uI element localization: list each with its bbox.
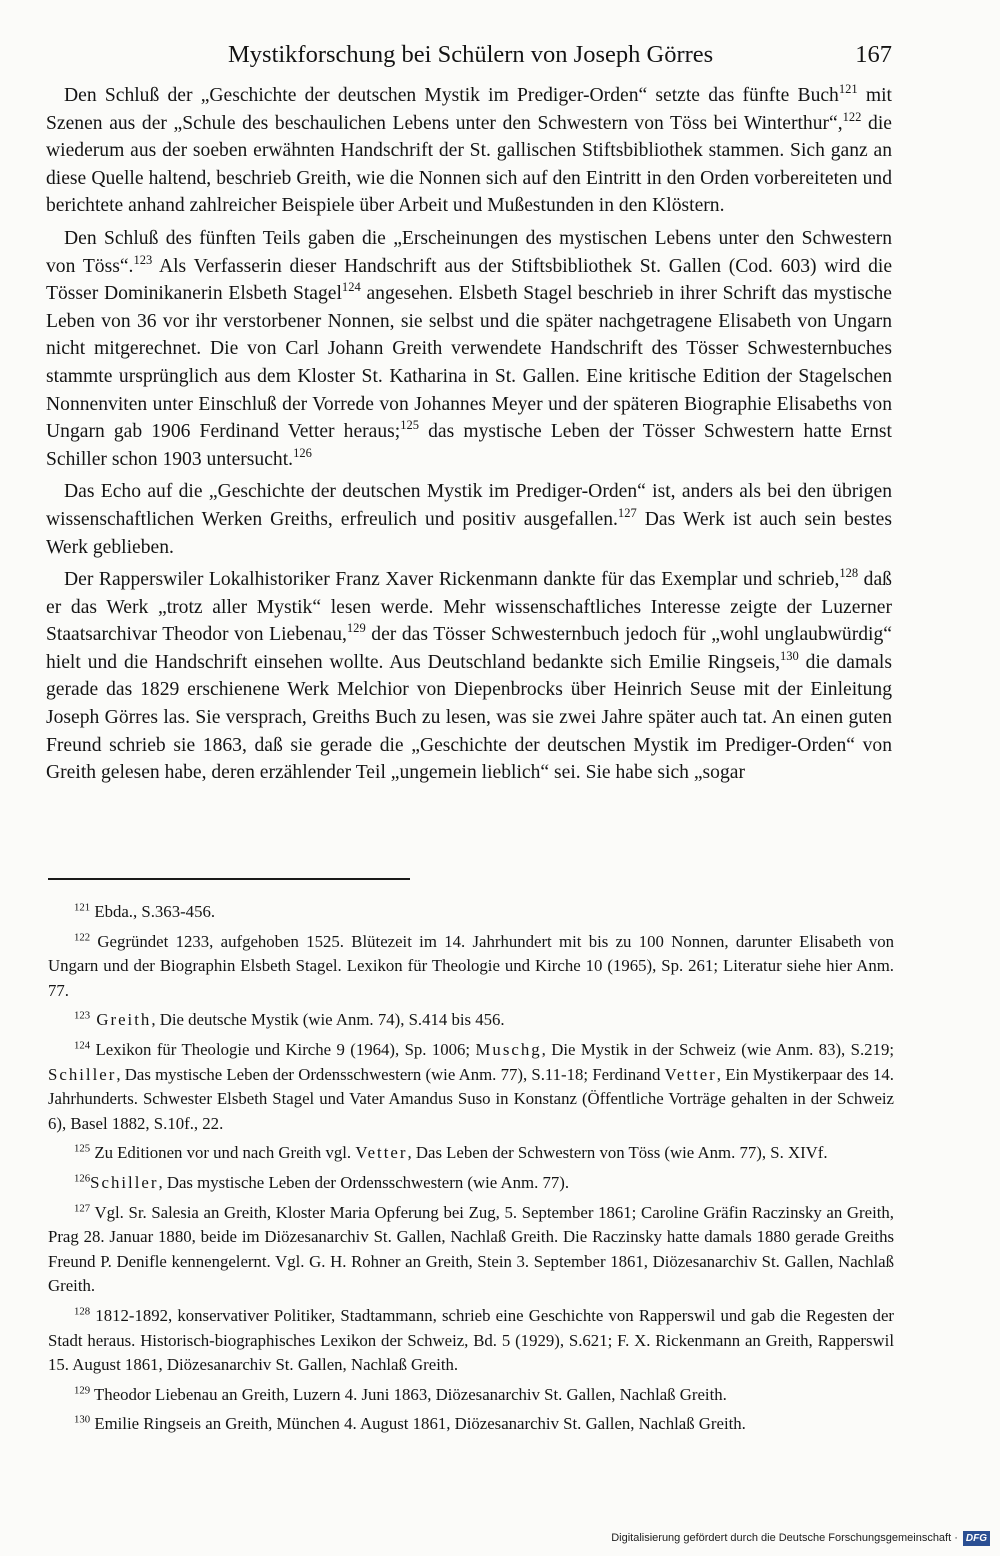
footnote-125: $^{125}$ Zu Editionen vor und nach Greith vgl. Vetter, Das Leben der Schwestern von Töss (wie Anm. 77), S. XIVf.: [74, 1142, 828, 1163]
digitization-credit: [611, 1528, 990, 1548]
footnote-number: 126: [74, 1172, 91, 1185]
footnote-number: 121: [74, 901, 91, 914]
footnote-number: 122: [74, 930, 91, 943]
footnote-123: $^{123}$ Greith, Die deutsche Mystik (wie Anm. 74), S.414 bis 456.: [74, 1009, 505, 1030]
footnote-ref[interactable]: 129: [346, 621, 366, 636]
footnote-122: $^{122}$ Gegründet 1233, aufgehoben 1525. Blütezeit im 14. Jahrhundert mit bis zu 100 Nonnen, darunter Elisabeth von Ungarn und der Biographin Elsbeth Stagel. Lexikon für Theologie und Kirche 10 (1965), Sp. 261; Literatur siehe hier Anm. 77.: [48, 930, 894, 1000]
footnote-number: 127: [74, 1201, 91, 1214]
paragraph-3: Das Echo auf die „Geschichte der deutschen Mystik im Prediger-Orden“ ist, anders als bei den übrigen wissenschaftlichen Werken Greiths, erfreulich und positiv ausgefallen.$^{127}$ Das Werk ist auch sein bestes Werk geblieben.: [46, 481, 892, 558]
author-name: Schiller: [90, 1172, 159, 1192]
author-name: Vetter: [664, 1064, 717, 1084]
footnote-ref[interactable]: 126: [293, 445, 312, 460]
footnote-number: 125: [74, 1142, 91, 1155]
footnote-number: 128: [74, 1305, 91, 1318]
footnote-number: 129: [74, 1384, 91, 1397]
author-name: Vetter: [355, 1143, 408, 1163]
author-name: Muschg: [475, 1039, 542, 1059]
footnote-number: 124: [74, 1039, 91, 1052]
footnotes: [48, 900, 894, 1442]
footnote-ref[interactable]: 125: [400, 418, 420, 433]
footnote-124: $^{124}$ Lexikon für Theologie und Kirche 9 (1964), Sp. 1006; Muschg, Die Mystik in der Schweiz (wie Anm. 83), S.219; Schiller, Das mystische Leben der Ordensschwestern (wie Anm. 77), S.11-18; Ferdinand Vetter, Ein Mystikerpaar des 14. Jahrhunderts. Schwester Elsbeth Stagel und Vater Amandus Suso in Konstanz (Öffentliche Vorträge gehalten in der Schweiz 6), Basel 1882, S.10f., 22.: [48, 1039, 894, 1133]
author-name: Greith: [90, 1010, 152, 1030]
main-text: [46, 82, 892, 792]
paragraph-1: Den Schluß der „Geschichte der deutschen Mystik im Prediger-Orden“ setzte das fünfte Buch$^{121}$ mit Szenen aus der „Schule des beschaulichen Lebens unter den Schwestern von Töss bei Winterthur“,$^{122}$ die wiederum aus der soeben erwähnten Handschrift der St. gallischen Stiftsbibliothek stammen. Sich ganz an diese Quelle haltend, beschrieb Greith, wie die Nonnen sich auf den Eintritt in den Orden vorbereiteten und berichtete anhand zahlreicher Beispiele über Arbeit und Mußestunden in den Klöstern.: [46, 82, 892, 217]
footnote-126: $^{126}$Schiller, Das mystische Leben der Ordensschwestern (wie Anm. 77).: [74, 1172, 570, 1192]
footnote-ref[interactable]: 121: [838, 82, 858, 97]
footnote-divider: [48, 878, 410, 880]
running-header: [46, 38, 892, 72]
footnote-number: 130: [74, 1413, 91, 1426]
paragraph-2: Den Schluß des fünften Teils gaben die „Erscheinungen des mystischen Lebens unter den Schwestern von Töss“.$^{123}$ Als Verfasserin dieser Handschrift aus der Stiftsbibliothek St. Gallen (Cod. 603) wird die Tösser Dominikanerin Elsbeth Stagel$^{124}$ angesehen. Elsbeth Stagel beschrieb in ihrer Schrift das mystische Leben von 36 vor ihr verstorbener Nonnen, sie selbst und die später nachgetragene Elisabeth von Ungarn nicht mitgerechnet. Die von Carl Johann Greith verwendete Handschrift des Tösser Schwesternbuches stammte ursprünglich aus dem Kloster St. Katharina in St. Gallen. Eine kritische Edition der Stagelschen Nonnenviten unter Einschluß der Vorrede von Johannes Meyer und der späteren Biographie Elisabeths von Ungarn gab 1906 Ferdinand Vetter heraus;$^{125}$ das mystische Leben der Tösser Schwestern hatte Ernst Schiller schon 1903 untersucht.$^{126}$: [46, 227, 893, 470]
footnote-129: $^{129}$ Theodor Liebenau an Greith, Luzern 4. Juni 1863, Diözesanarchiv St. Gallen, Nachlaß Greith.: [74, 1384, 727, 1404]
footnote-ref[interactable]: 122: [842, 109, 862, 124]
footnote-121: $^{121}$ Ebda., S.363-456.: [74, 901, 216, 921]
footnote-127: $^{127}$ Vgl. Sr. Salesia an Greith, Kloster Maria Opferung bei Zug, 5. September 1861; Caroline Gräfin Raczinsky an Greith, Prag 28. Januar 1880, beide im Diözesanarchiv St. Gallen, Nachlaß Greith. Die Raczinsky hatte damals 1880 gerade Greiths Freund P. Denifle kennengelernt. Vgl. G. H. Rohner an Greith, Stein 3. September 1861, Diözesanarchiv St. Gallen, Nachlaß Greith.: [48, 1201, 894, 1296]
footnote-ref[interactable]: 123: [133, 252, 153, 267]
credit-text: Digitalisierung gefördert durch die Deutsche Forschungsgemeinschaft ·: [611, 1532, 958, 1544]
footnote-ref[interactable]: 127: [617, 506, 637, 521]
footnote-128: $^{128}$ 1812-1892, konservativer Politiker, Stadtammann, schrieb eine Geschichte von Rapperswil und gab die Regesten der Stadt heraus. Historisch-biographisches Lexikon der Schweiz, Bd. 5 (1929), S.621; F. X. Rickenmann an Greith, Rapperswil 15. August 1861, Diözesanarchiv St. Gallen, Nachlaß Greith.: [48, 1305, 894, 1375]
footnote-130: $^{130}$ Emilie Ringseis an Greith, München 4. August 1861, Diözesanarchiv St. Gallen, Nachlaß Greith.: [74, 1413, 746, 1434]
author-name: Schiller: [48, 1064, 117, 1084]
footnote-ref[interactable]: 124: [341, 280, 361, 295]
running-title: Mystikforschung bei Schülern von Joseph Görres: [228, 41, 714, 68]
paragraph-4: Der Rapperswiler Lokalhistoriker Franz Xaver Rickenmann dankte für das Exemplar und schrieb,$^{128}$ daß er das Werk „trotz aller Mystik“ lesen werde. Mehr wissenschaftliches Interesse zeigte der Luzerner Staatsarchivar Theodor von Liebenau,$^{129}$ der das Tösser Schwesternbuch jedoch für „wohl unglaubwürdig“ hielt und die Handschrift einsehen wollte. Aus Deutschland bedankte sich Emilie Ringseis,$^{130}$ die damals gerade das 1829 erschienene Werk Melchior von Diepenbrocks über Heinrich Seuse mit der Einleitung Joseph Görres las. Sie versprach, Greiths Buch zu lesen, was sie zwei Jahre später auch tat. An einen guten Freund schrieb sie 1863, daß sie gerade die „Geschichte der deutschen Mystik im Prediger-Orden“ von Greith gelesen habe, deren erzählender Teil „ungemein lieblich“ sei. Sie habe sich „sogar: [46, 566, 892, 784]
footnote-ref[interactable]: 128: [839, 566, 859, 581]
page-number: 167: [855, 41, 892, 68]
dfg-logo: DFG: [963, 1531, 990, 1546]
footnote-ref[interactable]: 130: [780, 649, 799, 664]
footnote-number: 123: [74, 1009, 91, 1022]
